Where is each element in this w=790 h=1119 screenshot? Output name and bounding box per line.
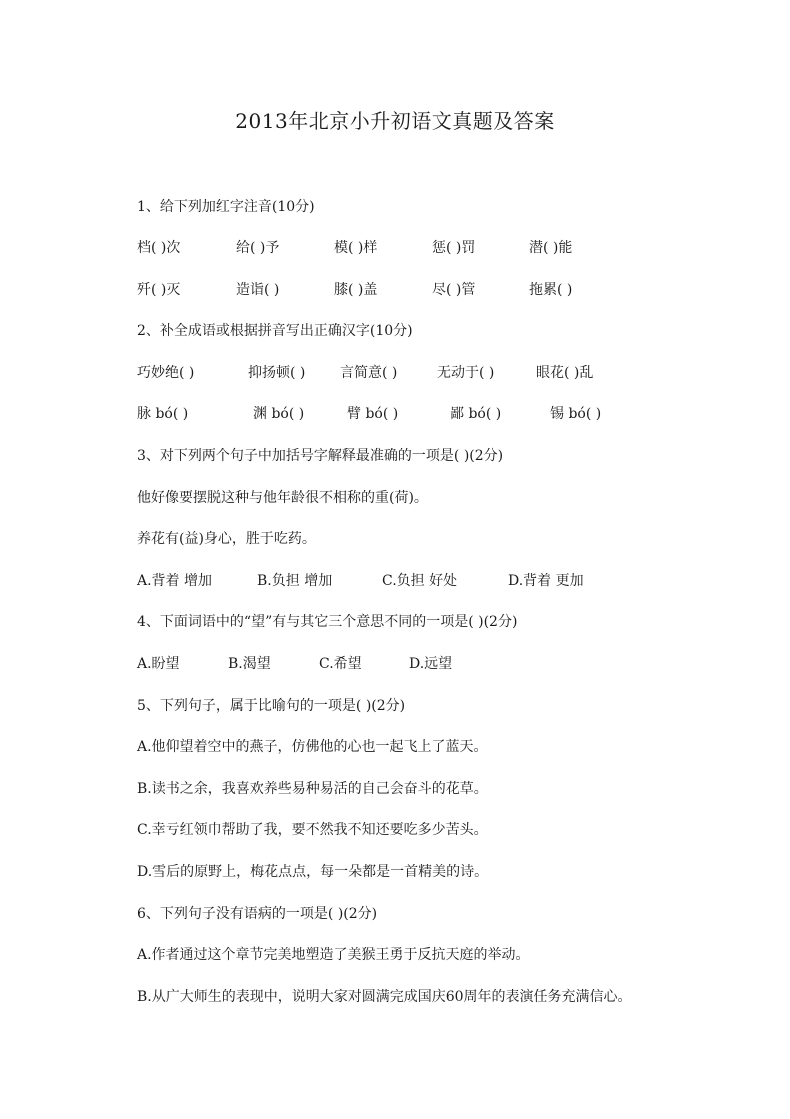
q3-options	[137, 572, 637, 590]
q3-heading: 3、对下列两个句子中加括号字解释最准确的一项是( )(2分)	[137, 448, 504, 464]
q2-item: 言简意( )	[340, 365, 398, 381]
q3-sentence: 他好像要摆脱这种与他年龄很不相称的重(荷)。	[137, 490, 428, 506]
q2-item: 渊 bó( )	[253, 406, 305, 422]
q4-heading: 4、下面词语中的“望”有与其它三个意思不同的一项是( )(2分)	[137, 614, 518, 630]
q3-sentence: 养花有(益)身心，胜于吃药。	[137, 531, 316, 547]
q5-heading: 5、下列句子，属于比喻句的一项是( )(2分)	[137, 698, 406, 714]
q1-item: 潜( )能	[529, 240, 573, 256]
q1-heading: 1、给下列加红字注音(10分)	[137, 199, 315, 215]
q2-item: 眼花( )乱	[536, 365, 594, 381]
q3-option: D.背着 更加	[508, 573, 584, 589]
q6-option: B.从广大师生的表现中，说明大家对圆满完成国庆60周年的表演任务充满信心。	[137, 989, 632, 1005]
q6-heading: 6、下列句子没有语病的一项是( )(2分)	[137, 906, 378, 922]
q3-option: C.负担 好处	[382, 573, 458, 589]
q2-item: 巧妙绝( )	[137, 365, 195, 381]
q2-item: 无动于( )	[437, 365, 495, 381]
q2-item: 臂 bó( )	[347, 406, 399, 422]
q1-item: 尽( )管	[432, 282, 476, 298]
q1-item: 造诣( )	[236, 282, 280, 298]
q1-item: 膝( )盖	[334, 282, 378, 298]
q2-row2	[137, 405, 697, 423]
q1-row2	[137, 281, 697, 299]
q2-item: 鄙 bó( )	[450, 406, 502, 422]
q1-item: 惩( )罚	[432, 240, 476, 256]
q6-option: A.作者通过这个章节完美地塑造了美猴王勇于反抗天庭的举动。	[137, 947, 530, 963]
q1-item: 档( )次	[137, 240, 181, 256]
q1-row1	[137, 239, 697, 257]
q5-option: C.幸亏红领巾帮助了我，要不然我不知还要吃多少苦头。	[137, 822, 488, 838]
q4-option: C.希望	[319, 656, 362, 672]
q2-heading: 2、补全成语或根据拼音写出正确汉字(10分)	[137, 323, 413, 339]
q5-option: A.他仰望着空中的燕子，仿佛他的心也一起飞上了蓝天。	[137, 739, 488, 755]
q4-options	[137, 655, 537, 673]
q1-item: 拖累( )	[529, 282, 573, 298]
q1-item: 模( )样	[334, 240, 378, 256]
q2-item: 锡 bó( )	[550, 406, 602, 422]
q4-option: A.盼望	[137, 656, 180, 672]
q4-option: B.渴望	[228, 656, 271, 672]
q2-row1	[137, 364, 697, 382]
q3-option: B.负担 增加	[257, 573, 333, 589]
page-title: 2013年北京小升初语文真题及答案	[235, 109, 555, 133]
q5-option: D.雪后的原野上，梅花点点，每一朵都是一首精美的诗。	[137, 864, 489, 880]
q2-item: 脉 bó( )	[137, 406, 189, 422]
q1-item: 给( )予	[236, 240, 280, 256]
q4-option: D.远望	[409, 656, 453, 672]
q3-option: A.背着 增加	[137, 573, 213, 589]
q2-item: 抑扬顿( )	[248, 365, 306, 381]
q5-option: B.读书之余，我喜欢养些易种易活的自己会奋斗的花草。	[137, 781, 488, 797]
q1-item: 歼( )灭	[137, 282, 181, 298]
